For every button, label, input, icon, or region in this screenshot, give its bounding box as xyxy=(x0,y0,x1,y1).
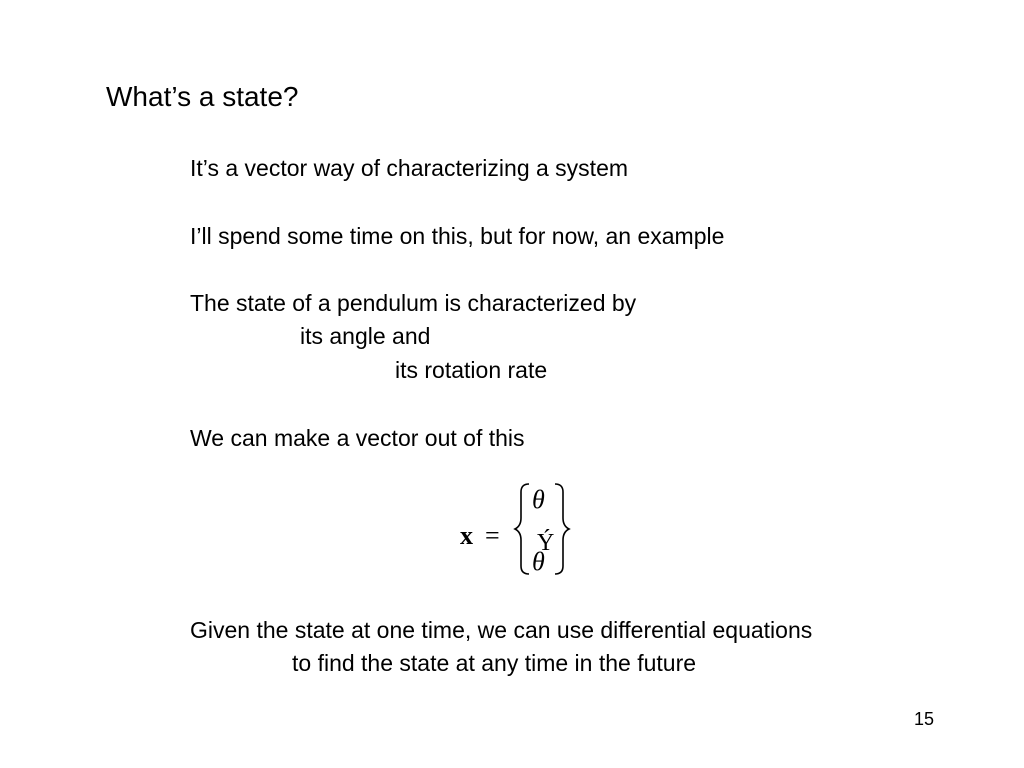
sub-line-rotation-rate: its rotation rate xyxy=(395,357,548,383)
right-brace xyxy=(555,484,569,574)
equation-theta-top: θ xyxy=(532,485,545,514)
bullet-line-spend-time: I’ll spend some time on this, but for now, an example xyxy=(190,223,725,249)
sub-line-angle: its angle and xyxy=(300,323,431,349)
bullet-line-make-vector: We can make a vector out of this xyxy=(190,425,525,451)
equation-theta-bottom: θ xyxy=(532,547,545,576)
slide-title: What’s a state? xyxy=(106,81,299,112)
bullet-line-pendulum-state: The state of a pendulum is characterized by xyxy=(190,290,637,316)
page-number: 15 xyxy=(914,709,935,729)
sub-line-future-state: to find the state at any time in the future xyxy=(292,650,697,676)
equation-graphic xyxy=(455,478,585,580)
equation-lhs: x xyxy=(460,521,473,550)
equation-dot-artifact: Ý xyxy=(537,530,555,556)
bullet-line-vector-way: It’s a vector way of characterizing a system xyxy=(190,155,629,181)
equation-equals: = xyxy=(485,521,500,550)
bullet-line-given-state: Given the state at one time, we can use differential equations xyxy=(190,617,813,643)
state-vector-equation xyxy=(455,478,585,580)
left-brace xyxy=(515,484,529,574)
